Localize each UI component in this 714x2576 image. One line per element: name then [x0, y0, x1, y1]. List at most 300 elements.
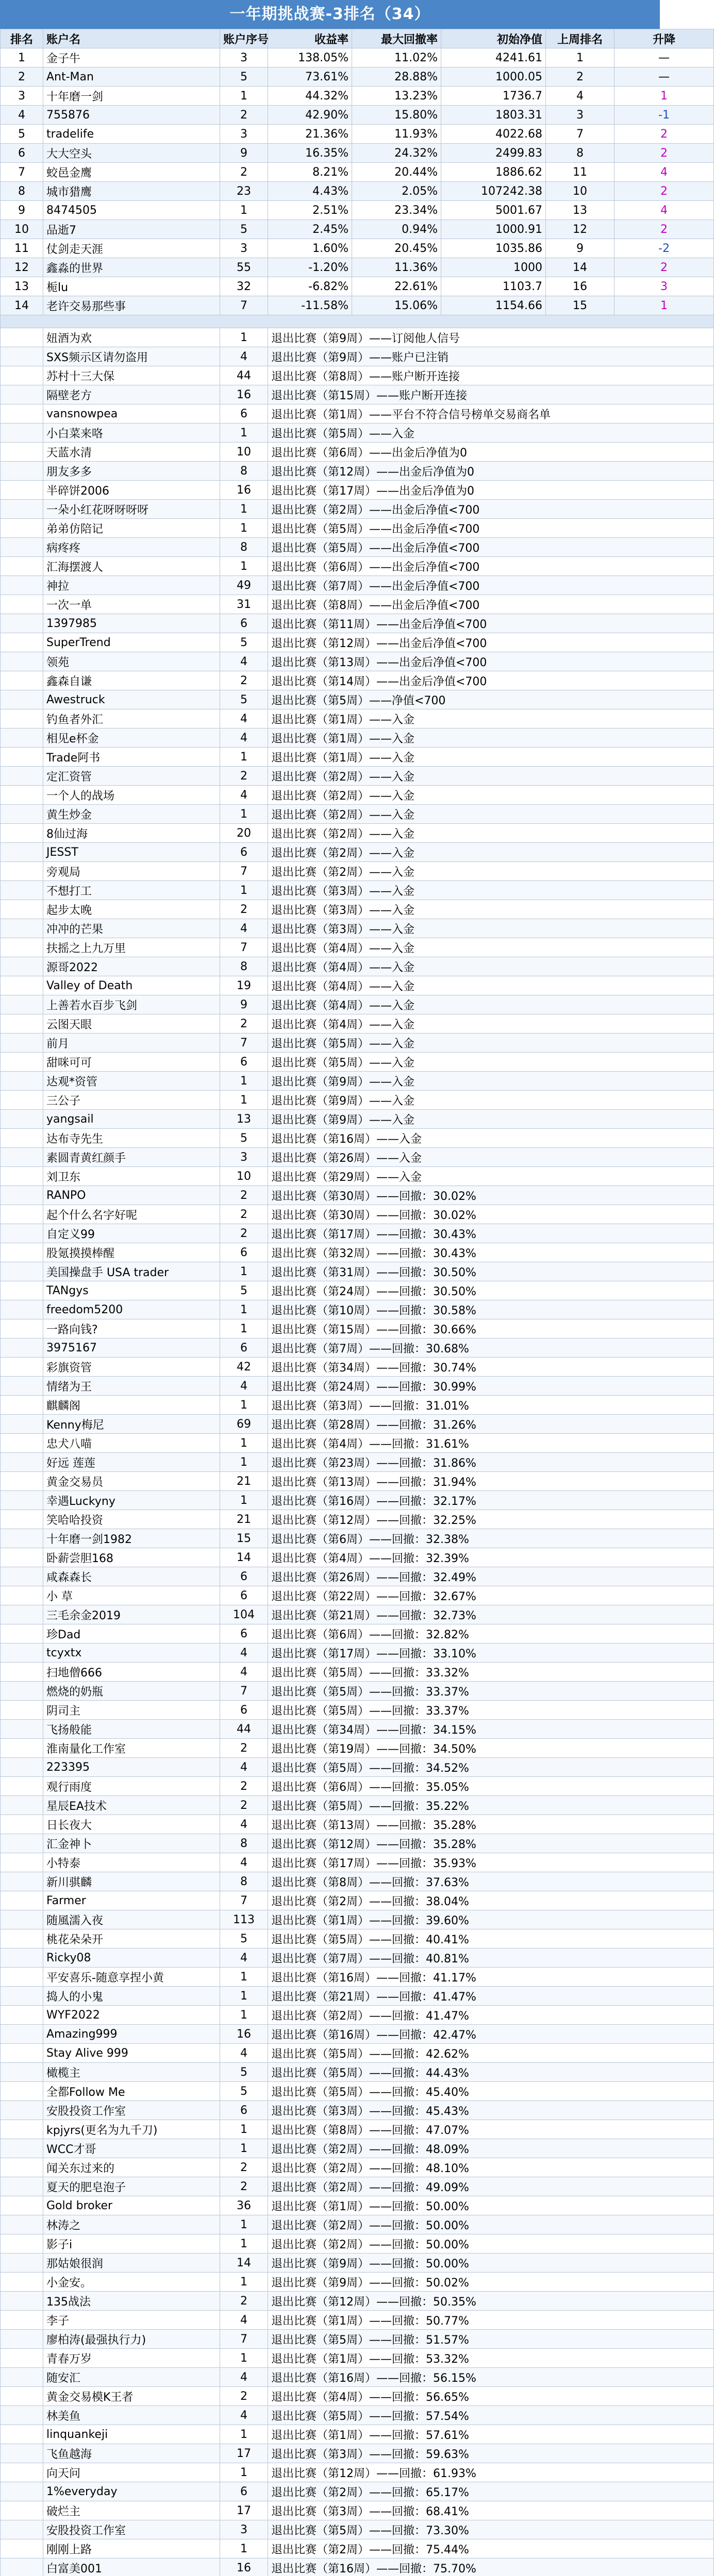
rank-cell [1, 1987, 43, 2006]
rank-cell [1, 385, 43, 404]
rank-cell [1, 2082, 43, 2101]
rank-cell [1, 2158, 43, 2177]
account-name-cell: 自定义99 [43, 1224, 220, 1243]
account-name-cell: SuperTrend [43, 633, 220, 652]
account-id-cell: 2 [220, 1777, 268, 1796]
rank-cell [1, 1968, 43, 1987]
rank-cell [1, 1262, 43, 1281]
rank-cell [1, 1072, 43, 1091]
list-item [1, 1014, 714, 1033]
list-item [1, 1739, 714, 1758]
list-item [1, 1491, 714, 1510]
account-name-cell: 美国操盘手 USA trader [43, 1262, 220, 1281]
elimination-status-cell: 退出比赛（第5周）——入金 [268, 1033, 714, 1053]
account-id-cell: 44 [220, 366, 268, 385]
list-item [1, 671, 714, 690]
rank-cell [1, 2520, 43, 2539]
nav-cell: 1035.86 [441, 239, 546, 258]
elimination-status-cell: 退出比赛（第32周）——回撤：30.43% [268, 1243, 714, 1262]
account-name-cell: 廖柏涛(最强执行力) [43, 2330, 220, 2349]
account-id-cell: 6 [220, 1567, 268, 1586]
rank-cell [1, 748, 43, 767]
list-item [1, 2349, 714, 2368]
account-name-cell: 幸遇Luckyny [43, 1491, 220, 1510]
elimination-status-cell: 退出比赛（第4周）——入金 [268, 1014, 714, 1033]
list-item [1, 976, 714, 995]
return-cell: 8.21% [268, 163, 352, 182]
list-item [1, 2082, 714, 2101]
elimination-status-cell: 退出比赛（第16周）——入金 [268, 1129, 714, 1148]
account-name-cell: 病疼疼 [43, 538, 220, 557]
account-name-cell: 忠犬八喵 [43, 1434, 220, 1453]
account-name-cell: 林美鱼 [43, 2406, 220, 2425]
list-item [1, 557, 714, 576]
list-item [1, 938, 714, 957]
elimination-status-cell: 退出比赛（第5周）——入金 [268, 1053, 714, 1072]
rank-cell [1, 557, 43, 576]
account-name-cell: 麒麟阁 [43, 1396, 220, 1415]
elimination-status-cell: 退出比赛（第2周）——入金 [268, 843, 714, 862]
rank-cell [1, 2444, 43, 2463]
rank-cell [1, 2196, 43, 2215]
elimination-status-cell: 退出比赛（第13周）——回撤：35.28% [268, 1815, 714, 1834]
list-item [1, 1110, 714, 1129]
elimination-status-cell: 退出比赛（第1周）——平台不符合信号榜单交易商名单 [268, 404, 714, 423]
rank-change-cell: 2 [615, 258, 714, 277]
list-item [1, 1853, 714, 1872]
elimination-status-cell: 退出比赛（第7周）——回撤：30.68% [268, 1338, 714, 1358]
rank-cell [1, 1872, 43, 1891]
rank-change-cell: 2 [615, 182, 714, 201]
account-id-cell: 4 [220, 728, 268, 748]
account-id-cell: 1 [220, 1491, 268, 1510]
elimination-status-cell: 退出比赛（第10周）——回撤：30.58% [268, 1300, 714, 1319]
account-name-cell: 小白菜来咯 [43, 423, 220, 443]
account-id-cell: 6 [220, 1243, 268, 1262]
list-item [1, 1472, 714, 1491]
elimination-status-cell: 退出比赛（第9周）——入金 [268, 1091, 714, 1110]
account-id-cell: 2 [220, 163, 268, 182]
rank-cell: 11 [1, 239, 43, 258]
list-item [1, 1338, 714, 1358]
rank-cell: 1 [1, 48, 43, 67]
prev-rank-cell: 13 [546, 201, 615, 220]
account-name-cell: 源哥2022 [43, 957, 220, 976]
account-name-cell: 闻关东过来的 [43, 2158, 220, 2177]
account-id-cell: 5 [220, 633, 268, 652]
table-row [1, 87, 714, 106]
table-row [1, 163, 714, 182]
account-id-cell: 5 [220, 2063, 268, 2082]
account-name-cell: RANPO [43, 1186, 220, 1205]
elimination-status-cell: 退出比赛（第1周）——回撤：50.77% [268, 2311, 714, 2330]
account-name-cell: 淮南量化工作室 [43, 1739, 220, 1758]
account-id-cell: 4 [220, 1758, 268, 1777]
rank-cell: 8 [1, 182, 43, 201]
account-id-cell: 36 [220, 2196, 268, 2215]
rank-change-cell: 1 [615, 87, 714, 106]
list-item [1, 1720, 714, 1739]
elimination-status-cell: 退出比赛（第4周）——回撤：31.61% [268, 1434, 714, 1453]
rank-cell [1, 1643, 43, 1663]
elimination-status-cell: 退出比赛（第2周）——入金 [268, 786, 714, 805]
list-item [1, 2139, 714, 2158]
elimination-status-cell: 退出比赛（第2周）——出金后净值<700 [268, 500, 714, 519]
rank-cell [1, 728, 43, 748]
account-id-cell: 1 [220, 519, 268, 538]
list-item [1, 404, 714, 423]
return-cell: 1.60% [268, 239, 352, 258]
account-name-cell: linquankeji [43, 2425, 220, 2444]
rank-cell [1, 423, 43, 443]
account-id-cell: 113 [220, 1910, 268, 1929]
account-name-cell: 栀lu [43, 277, 220, 296]
elimination-status-cell: 退出比赛（第22周）——回撤：32.67% [268, 1586, 714, 1605]
account-name-cell: 捣人的小鬼 [43, 1987, 220, 2006]
list-item [1, 1682, 714, 1701]
rank-cell [1, 1415, 43, 1434]
account-name-cell: 白富美001 [43, 2558, 220, 2576]
rank-cell [1, 671, 43, 690]
list-item [1, 576, 714, 595]
rank-cell [1, 1300, 43, 1319]
rank-cell [1, 1891, 43, 1910]
elimination-status-cell: 退出比赛（第5周）——回撤：33.37% [268, 1682, 714, 1701]
return-cell: -11.58% [268, 296, 352, 315]
rank-cell [1, 976, 43, 995]
account-id-cell: 3 [220, 2520, 268, 2539]
account-id-cell: 1 [220, 2006, 268, 2025]
rank-cell [1, 1014, 43, 1033]
prev-rank-cell: 8 [546, 144, 615, 163]
rank-cell [1, 2139, 43, 2158]
header-return: 收益率 [268, 29, 352, 48]
elimination-status-cell: 退出比赛（第15周）——账户断开连接 [268, 385, 714, 404]
drawdown-cell: 20.45% [352, 239, 441, 258]
list-item [1, 786, 714, 805]
account-id-cell: 5 [220, 1929, 268, 1948]
account-name-cell: 鑫淼的世界 [43, 258, 220, 277]
rank-cell [1, 633, 43, 652]
drawdown-cell: 15.06% [352, 296, 441, 315]
nav-cell: 1154.66 [441, 296, 546, 315]
account-name-cell: Valley of Death [43, 976, 220, 995]
account-id-cell: 3 [220, 1148, 268, 1167]
eliminated-rows [1, 328, 714, 2576]
return-cell: 2.51% [268, 201, 352, 220]
elimination-status-cell: 退出比赛（第15周）——回撤：30.66% [268, 1319, 714, 1338]
account-id-cell: 1 [220, 805, 268, 824]
rank-cell: 10 [1, 220, 43, 239]
account-id-cell: 1 [220, 1091, 268, 1110]
list-item [1, 1281, 714, 1300]
elimination-status-cell: 退出比赛（第29周）——入金 [268, 1167, 714, 1186]
elimination-status-cell: 退出比赛（第16周）——回撤：42.47% [268, 2025, 714, 2044]
account-name-cell: 卧薪尝胆168 [43, 1548, 220, 1567]
return-cell: 73.61% [268, 67, 352, 87]
rank-cell [1, 1529, 43, 1548]
account-id-cell: 5 [220, 2082, 268, 2101]
rank-cell: 2 [1, 67, 43, 87]
header-drawdown: 最大回撤率 [352, 29, 441, 48]
account-id-cell: 9 [220, 995, 268, 1014]
elimination-status-cell: 退出比赛（第30周）——回撤：30.02% [268, 1205, 714, 1224]
account-id-cell: 8 [220, 957, 268, 976]
header-rank: 排名 [1, 29, 43, 48]
prev-rank-cell: 1 [546, 48, 615, 67]
drawdown-cell: 23.34% [352, 201, 441, 220]
rank-cell [1, 366, 43, 385]
account-id-cell: 6 [220, 1701, 268, 1720]
list-item [1, 2006, 714, 2025]
account-name-cell: 半碎饼2006 [43, 481, 220, 500]
account-id-cell: 6 [220, 404, 268, 423]
rank-cell [1, 900, 43, 919]
list-item [1, 652, 714, 671]
rank-cell [1, 1567, 43, 1586]
elimination-status-cell: 退出比赛（第8周）——回撤：37.63% [268, 1872, 714, 1891]
account-name-cell: 1%everyday [43, 2482, 220, 2501]
account-name-cell: tcyxtx [43, 1643, 220, 1663]
rank-cell [1, 1243, 43, 1262]
prev-rank-cell: 7 [546, 125, 615, 144]
list-item [1, 824, 714, 843]
list-item [1, 2177, 714, 2196]
ranked-rows [1, 48, 714, 315]
account-name-cell: 朋友多多 [43, 462, 220, 481]
elimination-status-cell: 退出比赛（第8周）——回撤：47.07% [268, 2120, 714, 2139]
account-name-cell: 老许交易那些事 [43, 296, 220, 315]
nav-cell: 1000 [441, 258, 546, 277]
rank-cell [1, 481, 43, 500]
account-name-cell: 相见e杯金 [43, 728, 220, 748]
account-id-cell: 55 [220, 258, 268, 277]
elimination-status-cell: 退出比赛（第34周）——回撤：34.15% [268, 1720, 714, 1739]
account-name-cell: 黄金交易员 [43, 1472, 220, 1491]
account-id-cell: 5 [220, 67, 268, 87]
elimination-status-cell: 退出比赛（第2周）——回撤：49.09% [268, 2177, 714, 2196]
list-item [1, 1262, 714, 1281]
elimination-status-cell: 退出比赛（第5周）——回撤：42.62% [268, 2044, 714, 2063]
elimination-status-cell: 退出比赛（第3周）——入金 [268, 900, 714, 919]
return-cell: 16.35% [268, 144, 352, 163]
elimination-status-cell: 退出比赛（第9周）——入金 [268, 1110, 714, 1129]
account-name-cell: 飞扬般能 [43, 1720, 220, 1739]
elimination-status-cell: 退出比赛（第12周）——回撤：32.25% [268, 1510, 714, 1529]
account-name-cell: 一个人的战场 [43, 786, 220, 805]
rank-cell [1, 1148, 43, 1167]
account-name-cell: 一朵小红花呀呀呀呀 [43, 500, 220, 519]
account-name-cell: 好远 莲莲 [43, 1453, 220, 1472]
account-name-cell: 汇海摆渡人 [43, 557, 220, 576]
rank-cell [1, 576, 43, 595]
account-name-cell: 天蓝水清 [43, 443, 220, 462]
list-item [1, 748, 714, 767]
elimination-status-cell: 退出比赛（第26周）——回撤：32.49% [268, 1567, 714, 1586]
account-name-cell: kpjyrs(更名为九千刀) [43, 2120, 220, 2139]
account-name-cell: 1397985 [43, 614, 220, 633]
account-id-cell: 6 [220, 1586, 268, 1605]
elimination-status-cell: 退出比赛（第5周）——出金后净值<700 [268, 519, 714, 538]
account-name-cell: 小金安。 [43, 2273, 220, 2292]
elimination-status-cell: 退出比赛（第2周）——入金 [268, 862, 714, 881]
elimination-status-cell: 退出比赛（第5周）——出金后净值<700 [268, 538, 714, 557]
rank-cell [1, 1186, 43, 1205]
account-id-cell: 21 [220, 1472, 268, 1491]
elimination-status-cell: 退出比赛（第3周）——回撤：59.63% [268, 2444, 714, 2463]
rank-cell [1, 347, 43, 366]
account-name-cell: yangsail [43, 1110, 220, 1129]
list-item [1, 919, 714, 938]
rank-cell [1, 862, 43, 881]
account-name-cell: JESST [43, 843, 220, 862]
account-name-cell: 影子i [43, 2234, 220, 2253]
account-id-cell: 6 [220, 1338, 268, 1358]
account-id-cell: 1 [220, 1434, 268, 1453]
rank-cell [1, 1377, 43, 1396]
section-spacer [1, 315, 714, 328]
account-id-cell: 20 [220, 824, 268, 843]
account-id-cell: 1 [220, 748, 268, 767]
elimination-status-cell: 退出比赛（第1周）——入金 [268, 709, 714, 728]
rank-cell: 6 [1, 144, 43, 163]
prev-rank-cell: 3 [546, 106, 615, 125]
return-cell: 44.32% [268, 87, 352, 106]
elimination-status-cell: 退出比赛（第5周）——回撤：34.52% [268, 1758, 714, 1777]
elimination-status-cell: 退出比赛（第4周）——入金 [268, 995, 714, 1014]
list-item [1, 366, 714, 385]
account-name-cell: 李子 [43, 2311, 220, 2330]
drawdown-cell: 22.61% [352, 277, 441, 296]
rank-cell [1, 1319, 43, 1338]
account-name-cell: Ant-Man [43, 67, 220, 87]
list-item [1, 1358, 714, 1377]
nav-cell: 2499.83 [441, 144, 546, 163]
elimination-status-cell: 退出比赛（第1周）——回撤：50.00% [268, 2196, 714, 2215]
rank-cell [1, 824, 43, 843]
rank-cell [1, 2311, 43, 2330]
drawdown-cell: 13.23% [352, 87, 441, 106]
list-item [1, 1072, 714, 1091]
list-item [1, 2025, 714, 2044]
list-item [1, 1834, 714, 1853]
prev-rank-cell: 15 [546, 296, 615, 315]
elimination-status-cell: 退出比赛（第8周）——出金后净值<700 [268, 595, 714, 614]
rank-cell [1, 1929, 43, 1948]
account-id-cell: 6 [220, 2101, 268, 2120]
elimination-status-cell: 退出比赛（第5周）——入金 [268, 423, 714, 443]
account-id-cell: 2 [220, 2387, 268, 2406]
account-name-cell: 十年磨一剑1982 [43, 1529, 220, 1548]
account-name-cell: 阴司主 [43, 1701, 220, 1720]
account-name-cell: 黄金交易模K王者 [43, 2387, 220, 2406]
account-id-cell: 3 [220, 125, 268, 144]
elimination-status-cell: 退出比赛（第2周）——回撤：50.00% [268, 2234, 714, 2253]
rank-cell [1, 2234, 43, 2253]
elimination-status-cell: 退出比赛（第17周）——出金后净值为0 [268, 481, 714, 500]
list-item [1, 805, 714, 824]
list-item [1, 1396, 714, 1415]
account-name-cell: 燃烧的奶瓶 [43, 1682, 220, 1701]
account-id-cell: 7 [220, 296, 268, 315]
prev-rank-cell: 16 [546, 277, 615, 296]
account-id-cell: 1 [220, 1453, 268, 1472]
account-id-cell: 1 [220, 1987, 268, 2006]
list-item [1, 2273, 714, 2292]
rank-cell [1, 328, 43, 347]
elimination-status-cell: 退出比赛（第5周）——回撤：33.32% [268, 1663, 714, 1682]
return-cell: -6.82% [268, 277, 352, 296]
account-id-cell: 16 [220, 2558, 268, 2576]
rank-change-cell: 4 [615, 201, 714, 220]
account-name-cell: 笑哈哈投资 [43, 1510, 220, 1529]
list-item [1, 1605, 714, 1624]
list-item [1, 2063, 714, 2082]
list-item [1, 1567, 714, 1586]
account-id-cell: 2 [220, 1224, 268, 1243]
list-item [1, 1091, 714, 1110]
account-name-cell: 青春万岁 [43, 2349, 220, 2368]
rank-cell [1, 2215, 43, 2234]
prev-rank-cell: 4 [546, 87, 615, 106]
account-name-cell: Kenny梅尼 [43, 1415, 220, 1434]
elimination-status-cell: 退出比赛（第2周）——回撤：65.17% [268, 2482, 714, 2501]
rank-cell [1, 2006, 43, 2025]
elimination-status-cell: 退出比赛（第2周）——入金 [268, 805, 714, 824]
rank-cell: 9 [1, 201, 43, 220]
elimination-status-cell: 退出比赛（第7周）——回撤：40.81% [268, 1948, 714, 1968]
elimination-status-cell: 退出比赛（第2周）——回撤：48.10% [268, 2158, 714, 2177]
account-id-cell: 42 [220, 1358, 268, 1377]
account-id-cell: 15 [220, 1529, 268, 1548]
return-cell: 21.36% [268, 125, 352, 144]
account-id-cell: 4 [220, 2044, 268, 2063]
rank-cell [1, 500, 43, 519]
account-name-cell: 夏天的肥皂泡子 [43, 2177, 220, 2196]
rank-cell [1, 1358, 43, 1377]
list-item [1, 1872, 714, 1891]
account-name-cell: SXS频示区请勿盗用 [43, 347, 220, 366]
rank-change-cell: 2 [615, 220, 714, 239]
account-id-cell: 1 [220, 1300, 268, 1319]
table-row [1, 48, 714, 67]
account-name-cell: 汇金神卜 [43, 1834, 220, 1853]
list-item [1, 1167, 714, 1186]
rank-cell [1, 1453, 43, 1472]
elimination-status-cell: 退出比赛（第16周）——回撤：56.15% [268, 2368, 714, 2387]
list-item [1, 1624, 714, 1643]
account-id-cell: 4 [220, 347, 268, 366]
account-id-cell: 1 [220, 201, 268, 220]
account-id-cell: 69 [220, 1415, 268, 1434]
account-name-cell: WYF2022 [43, 2006, 220, 2025]
rank-cell [1, 1167, 43, 1186]
list-item [1, 1758, 714, 1777]
account-name-cell: 刚刚上路 [43, 2539, 220, 2558]
list-item [1, 690, 714, 709]
account-id-cell: 4 [220, 1663, 268, 1682]
account-id-cell: 8 [220, 538, 268, 557]
account-id-cell: 4 [220, 786, 268, 805]
rank-cell [1, 786, 43, 805]
account-id-cell: 4 [220, 1853, 268, 1872]
list-item [1, 1224, 714, 1243]
account-name-cell: 平安喜乐-随意享捏小黄 [43, 1968, 220, 1987]
account-name-cell: Ricky08 [43, 1948, 220, 1968]
account-id-cell: 1 [220, 1396, 268, 1415]
rank-cell: 13 [1, 277, 43, 296]
rank-cell [1, 2292, 43, 2311]
